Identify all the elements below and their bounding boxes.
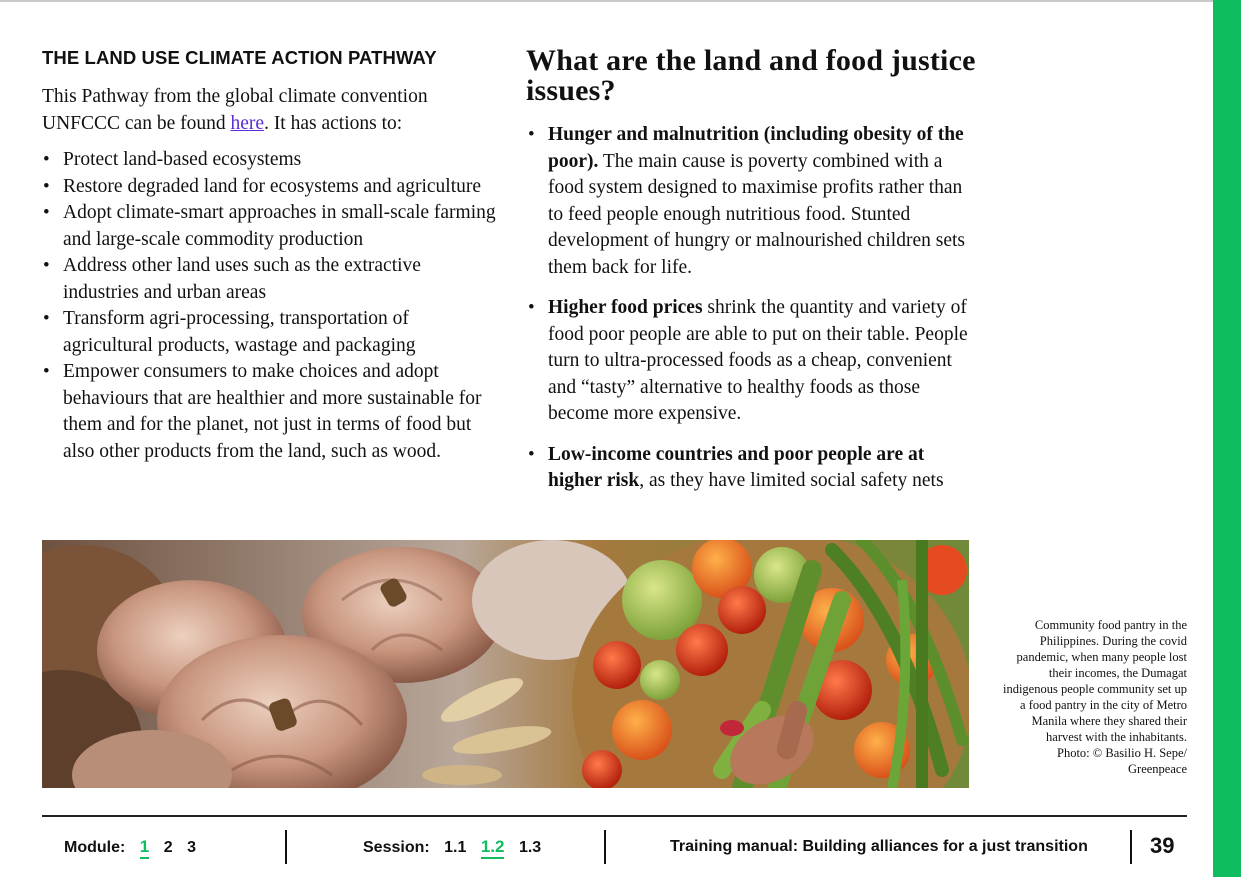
unfccc-link[interactable]: here [230, 112, 265, 134]
list-item: • Adopt climate-smart approaches in small-scale farming and large-scale commodity production [42, 200, 497, 253]
page-edge-accent-bar [1213, 0, 1241, 877]
issue-bold: Low-income countries and poor people are at higher risk [548, 443, 925, 491]
list-item: • Empower consumers to make choices and adopt behaviours that are healthier and more sustainable for them and for the planet, not just in terms of food but also other products from the land, such as wood. [42, 359, 497, 465]
top-rule [0, 0, 1241, 2]
list-item [526, 442, 976, 495]
session-link-1-1[interactable]: 1.1 [444, 839, 467, 856]
list-item [526, 295, 976, 428]
footer-divider [285, 830, 287, 864]
photo-credit: Photo: © Basilio H. Sepe/ Greenpeace [1057, 746, 1187, 776]
pathway-actions-list [42, 147, 497, 465]
issue-bold: Higher food prices [548, 297, 703, 318]
intro-text: This Pathway from the global climate convention UNFCCC can be found [42, 86, 428, 134]
issue-text: shrink the quantity and variety of food poor people are able to put on their table. People turn to ultra-processed foods as a cheap, convenient and “tasty” alternative to healthy foods as those become more expensive. [548, 297, 968, 424]
issue-bold: Hunger and malnutrition (including obesity of the poor). [548, 124, 964, 172]
footer-rule [42, 815, 1187, 817]
module-nav [64, 836, 196, 860]
page-number: 39 [1150, 833, 1175, 858]
session-nav [363, 836, 541, 860]
list-item: • Address other land uses such as the extractive industries and urban areas [42, 253, 497, 306]
list-item [526, 122, 976, 281]
list-item: • Restore degraded land for ecosystems and agriculture [42, 174, 497, 201]
photo-caption [1000, 617, 1187, 777]
module-link-3[interactable]: 3 [187, 839, 196, 856]
issue-text: , as they have limited social safety nets [639, 470, 944, 491]
pathway-heading: THE LAND USE CLIMATE ACTION PATHWAY [42, 47, 437, 68]
pathway-intro [42, 84, 497, 137]
footer-divider [604, 830, 606, 864]
session-label: Session: [363, 839, 430, 856]
footer-divider [1130, 830, 1132, 864]
issue-text: The main cause is poverty combined with a food system designed to maximise profits rather than to feed people enough nutritious food. Stunted development of hungry or malnourished children sets them back for life. [548, 150, 965, 278]
issues-list [526, 122, 976, 495]
food-pantry-photo [42, 540, 969, 788]
issues-heading: What are the land and food justice issues? [526, 44, 976, 107]
session-link-1-3[interactable]: 1.3 [518, 839, 542, 856]
module-link-2[interactable]: 2 [163, 839, 173, 856]
justice-issues-section [526, 46, 976, 509]
pathway-section [42, 46, 497, 465]
module-label: Module: [64, 839, 126, 856]
manual-title: Training manual: Building alliances for a just transition [670, 838, 1088, 855]
caption-text: Community food pantry in the Philippines. During the covid pandemic, when many people lost their incomes, the Dumagat indigenous people community set up a food pantry in the city of Metro Manila where they shared their harvest with the inhabitants. [1002, 618, 1187, 744]
module-link-1[interactable]: 1 [140, 837, 149, 859]
intro-text-end: . It has actions to: [264, 112, 403, 134]
list-item: • Transform agri-processing, transportation of agricultural products, wastage and packaging [42, 306, 497, 359]
list-item: • Protect land-based ecosystems [42, 147, 497, 174]
session-link-1-2[interactable]: 1.2 [481, 837, 505, 859]
